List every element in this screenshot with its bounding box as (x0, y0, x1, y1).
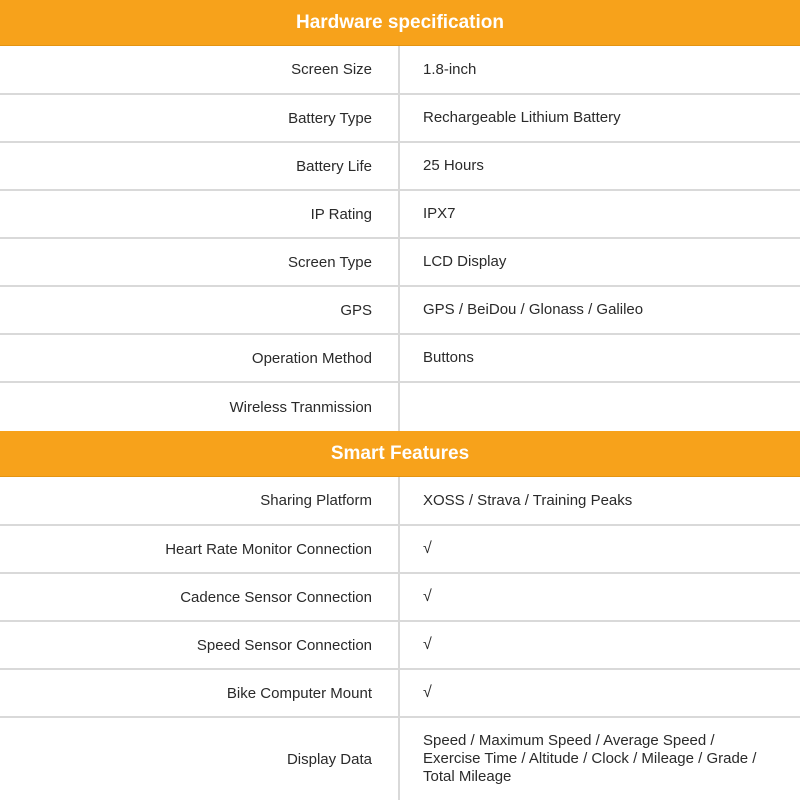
table-row-operation-method (0, 335, 800, 383)
table-row-ip-rating (0, 191, 800, 239)
row-label: Speed Sensor Connection (0, 622, 400, 668)
table-row-speed-sensor (0, 622, 800, 670)
check-icon: √ (423, 588, 432, 605)
table-row-sharing-platform (0, 477, 800, 526)
row-value: 25 Hours (423, 157, 484, 174)
row-label: Battery Life (0, 143, 400, 189)
row-value: Speed / Maximum Speed / Average Speed / Exercise Time / Altitude / Clock / Mileage / Grade / Total Mileage (423, 732, 757, 785)
row-label: Battery Type (0, 95, 400, 141)
row-label: Cadence Sensor Connection (0, 574, 400, 620)
table-row-screen-size (0, 46, 800, 95)
row-value: 1.8-inch (423, 60, 477, 78)
table-row-battery-life (0, 143, 800, 191)
row-value: XOSS / Strava / Training Peaks (423, 491, 633, 509)
row-label: Screen Type (0, 239, 400, 285)
check-icon: √ (423, 684, 432, 701)
row-label: Wireless Tranmission (0, 383, 400, 431)
row-value (400, 383, 800, 431)
row-label: GPS (0, 287, 400, 333)
check-icon: √ (423, 636, 432, 653)
check-icon: √ (423, 540, 432, 557)
table-row-battery-type (0, 95, 800, 143)
table-row-display-data (0, 718, 800, 800)
row-label: Bike Computer Mount (0, 670, 400, 716)
row-value: LCD Display (423, 253, 507, 270)
table-row-gps (0, 287, 800, 335)
row-label: Heart Rate Monitor Connection (0, 526, 400, 572)
row-label: Operation Method (0, 335, 400, 381)
row-value: Rechargeable Lithium Battery (423, 109, 621, 126)
table-row-heart-rate (0, 526, 800, 574)
row-value: IPX7 (423, 205, 456, 222)
row-label: Screen Size (0, 46, 400, 93)
row-value: Buttons (423, 349, 474, 366)
hardware-header: Hardware specification (0, 0, 800, 46)
table-row-wireless-transmission (0, 383, 800, 431)
smart-features-header: Smart Features (0, 431, 800, 477)
row-label: Sharing Platform (0, 477, 400, 524)
row-label: IP Rating (0, 191, 400, 237)
table-row-cadence (0, 574, 800, 622)
table-row-screen-type (0, 239, 800, 287)
row-value: GPS / BeiDou / Glonass / Galileo (423, 301, 644, 318)
row-label: Display Data (0, 718, 400, 800)
table-row-bike-mount (0, 670, 800, 718)
